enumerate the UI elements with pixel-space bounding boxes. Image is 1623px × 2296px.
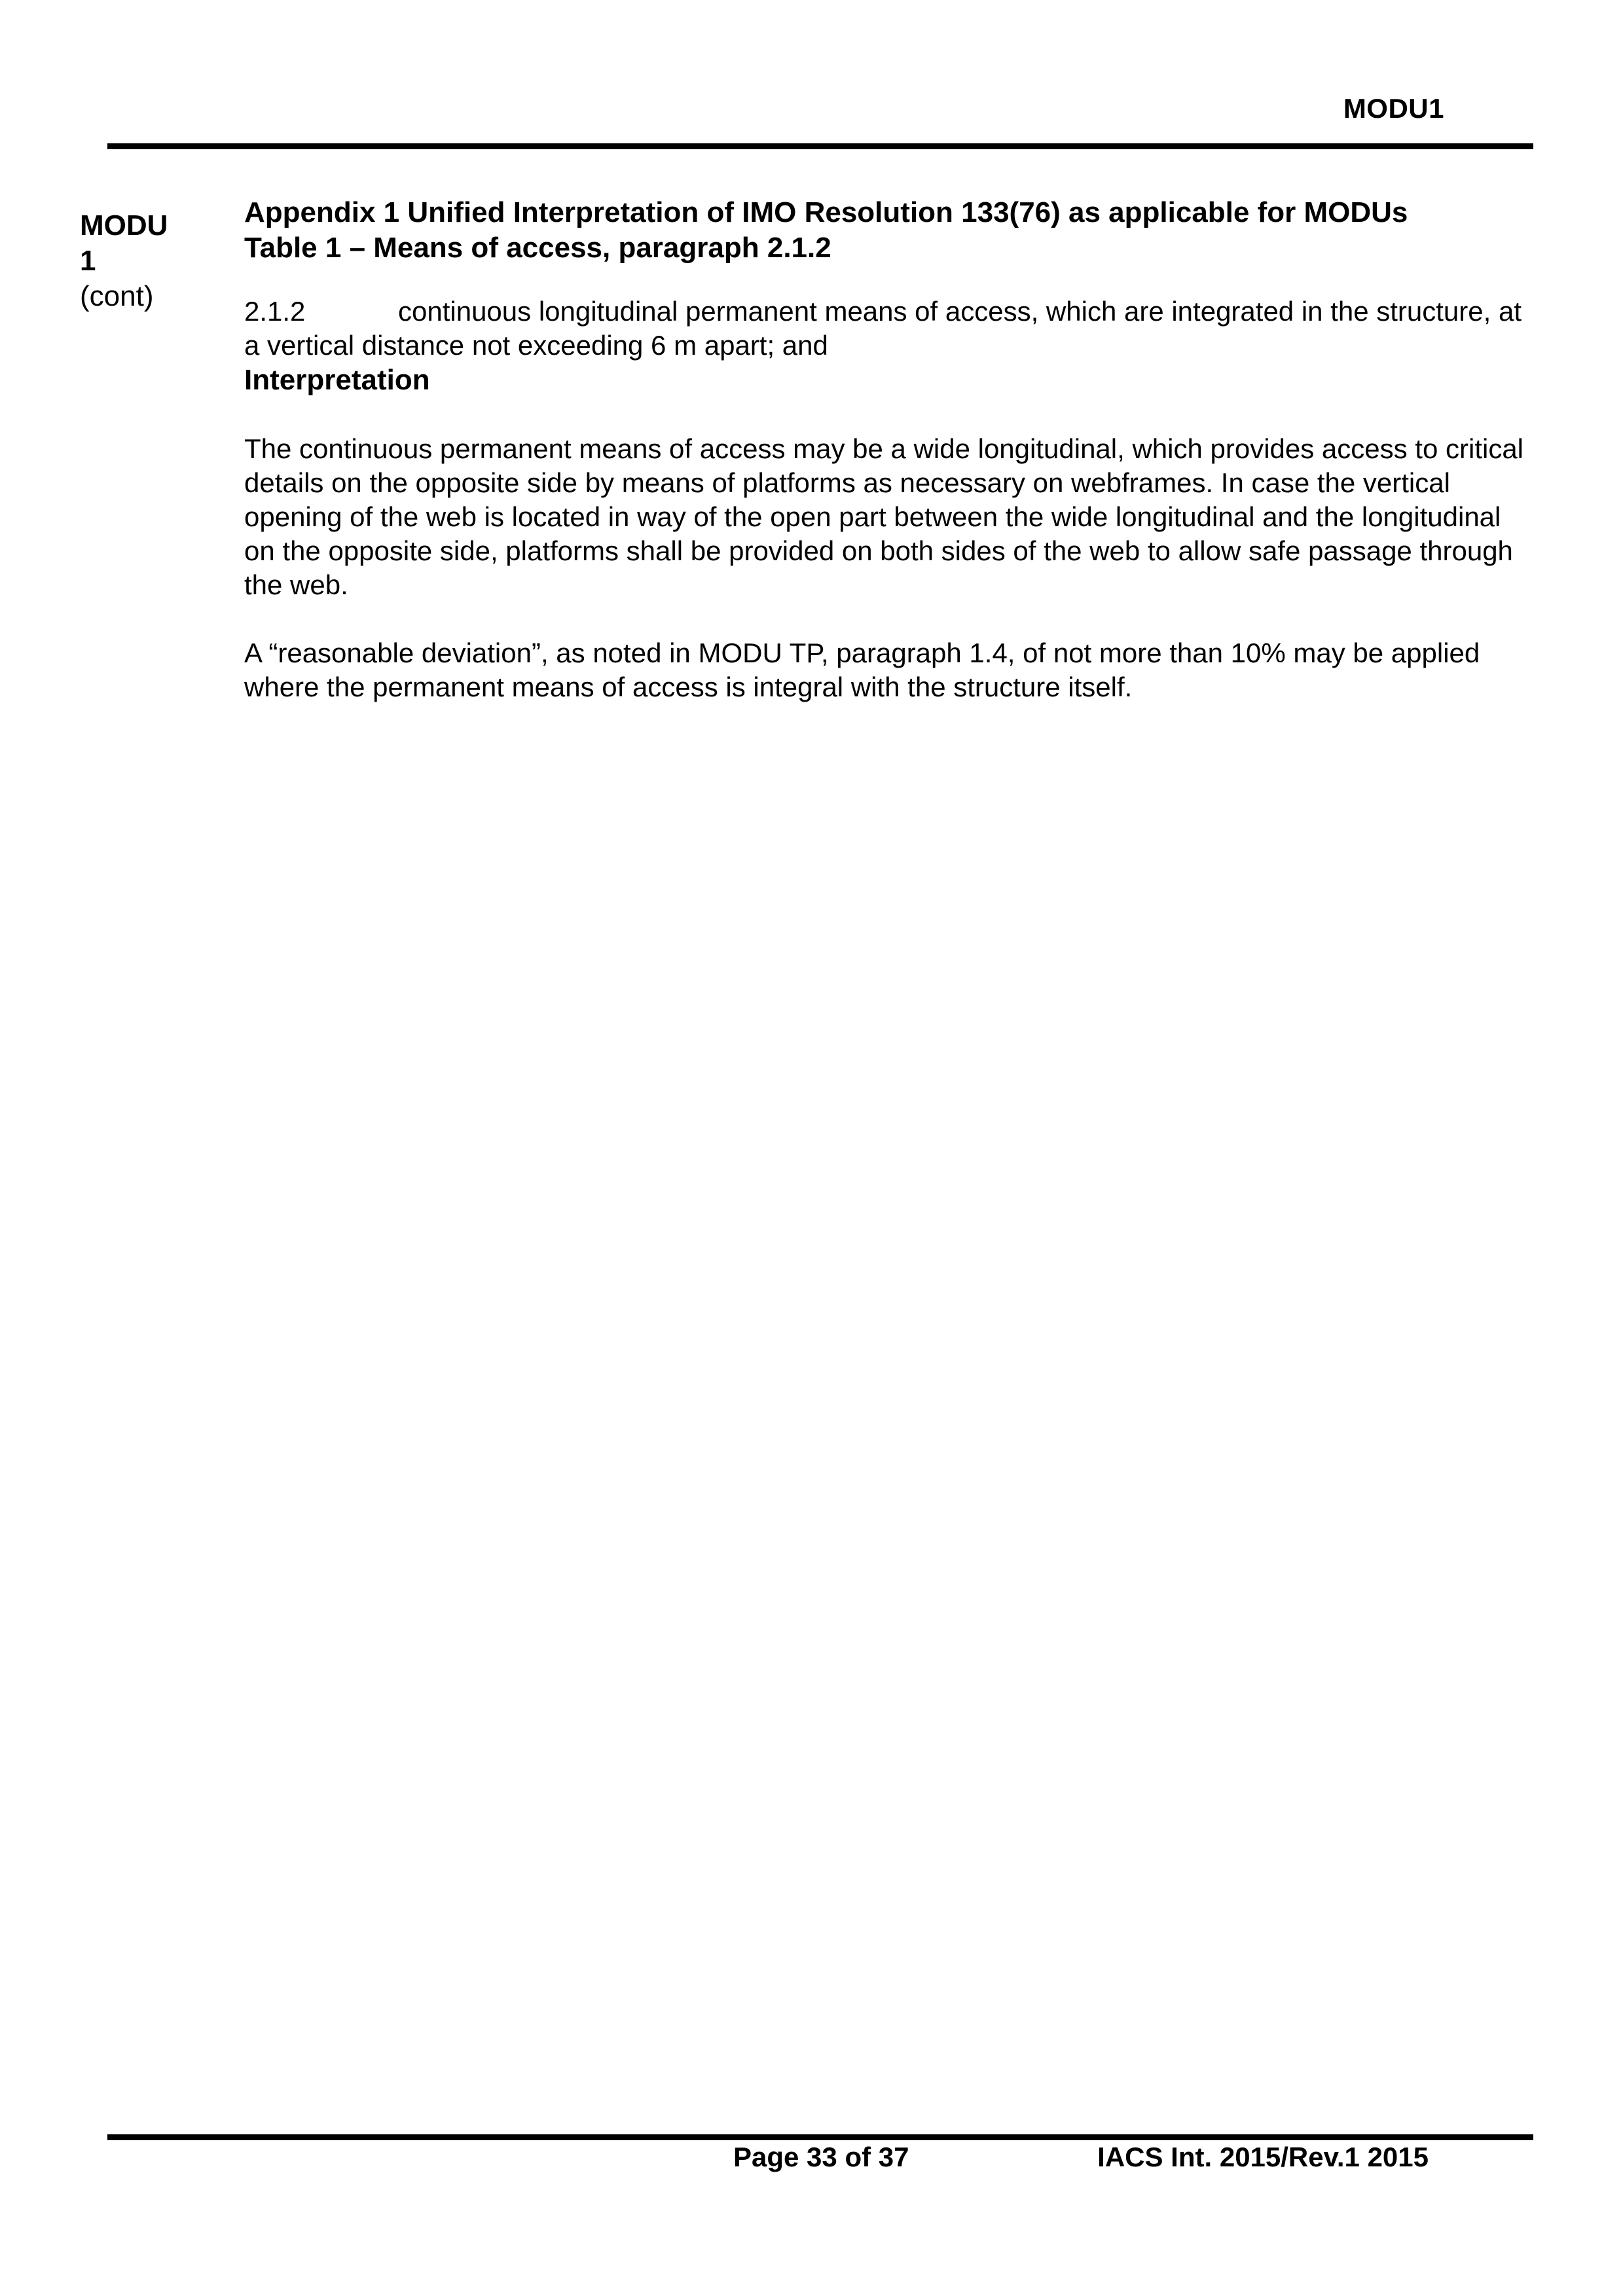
interpretation-paragraph-2: A “reasonable deviation”, as noted in MODU TP, paragraph 1.4, of not more than 10% may be applied where the permanent means of access is integral with the structure itself.: [244, 637, 1480, 702]
sidebar-number: 1: [80, 245, 96, 277]
interpretation-heading: Interpretation: [244, 364, 430, 396]
interpretation-paragraph-1: The continuous permanent means of access may be a wide longitudinal, which provides access to critical details on the opposite side by means of platforms as necessary on webframes. In case the vertical opening of the web is located in way of the open part between the wide longitudinal and the longitudinal on the opposite side, platforms shall be provided on both sides of the web to allow safe passage through the web.: [244, 433, 1524, 600]
appendix-heading: Appendix 1 Unified Interpretation of IMO Resolution 133(76) as applicable for MODUs: [244, 196, 1408, 228]
page-number: Page 33 of 37: [733, 2142, 909, 2172]
footer-rule: [107, 2134, 1533, 2140]
document-body: [244, 195, 1527, 704]
paragraph-2-1-2: [244, 295, 1527, 363]
paragraph-text: continuous longitudinal permanent means of access, which are integrated in the structure, at a vertical distance not exceeding 6 m apart; and: [244, 296, 1522, 361]
paragraph-number: 2.1.2: [244, 296, 306, 327]
sidebar-cont: (cont): [80, 280, 154, 312]
table-heading: Table 1 – Means of access, paragraph 2.1.2: [244, 232, 831, 264]
sidebar-marker: [80, 208, 185, 314]
sidebar-code: MODU: [80, 209, 168, 242]
header-rule: [107, 143, 1533, 149]
header-document-code: MODU1: [1343, 93, 1444, 124]
document-reference: IACS Int. 2015/Rev.1 2015: [1097, 2142, 1429, 2172]
